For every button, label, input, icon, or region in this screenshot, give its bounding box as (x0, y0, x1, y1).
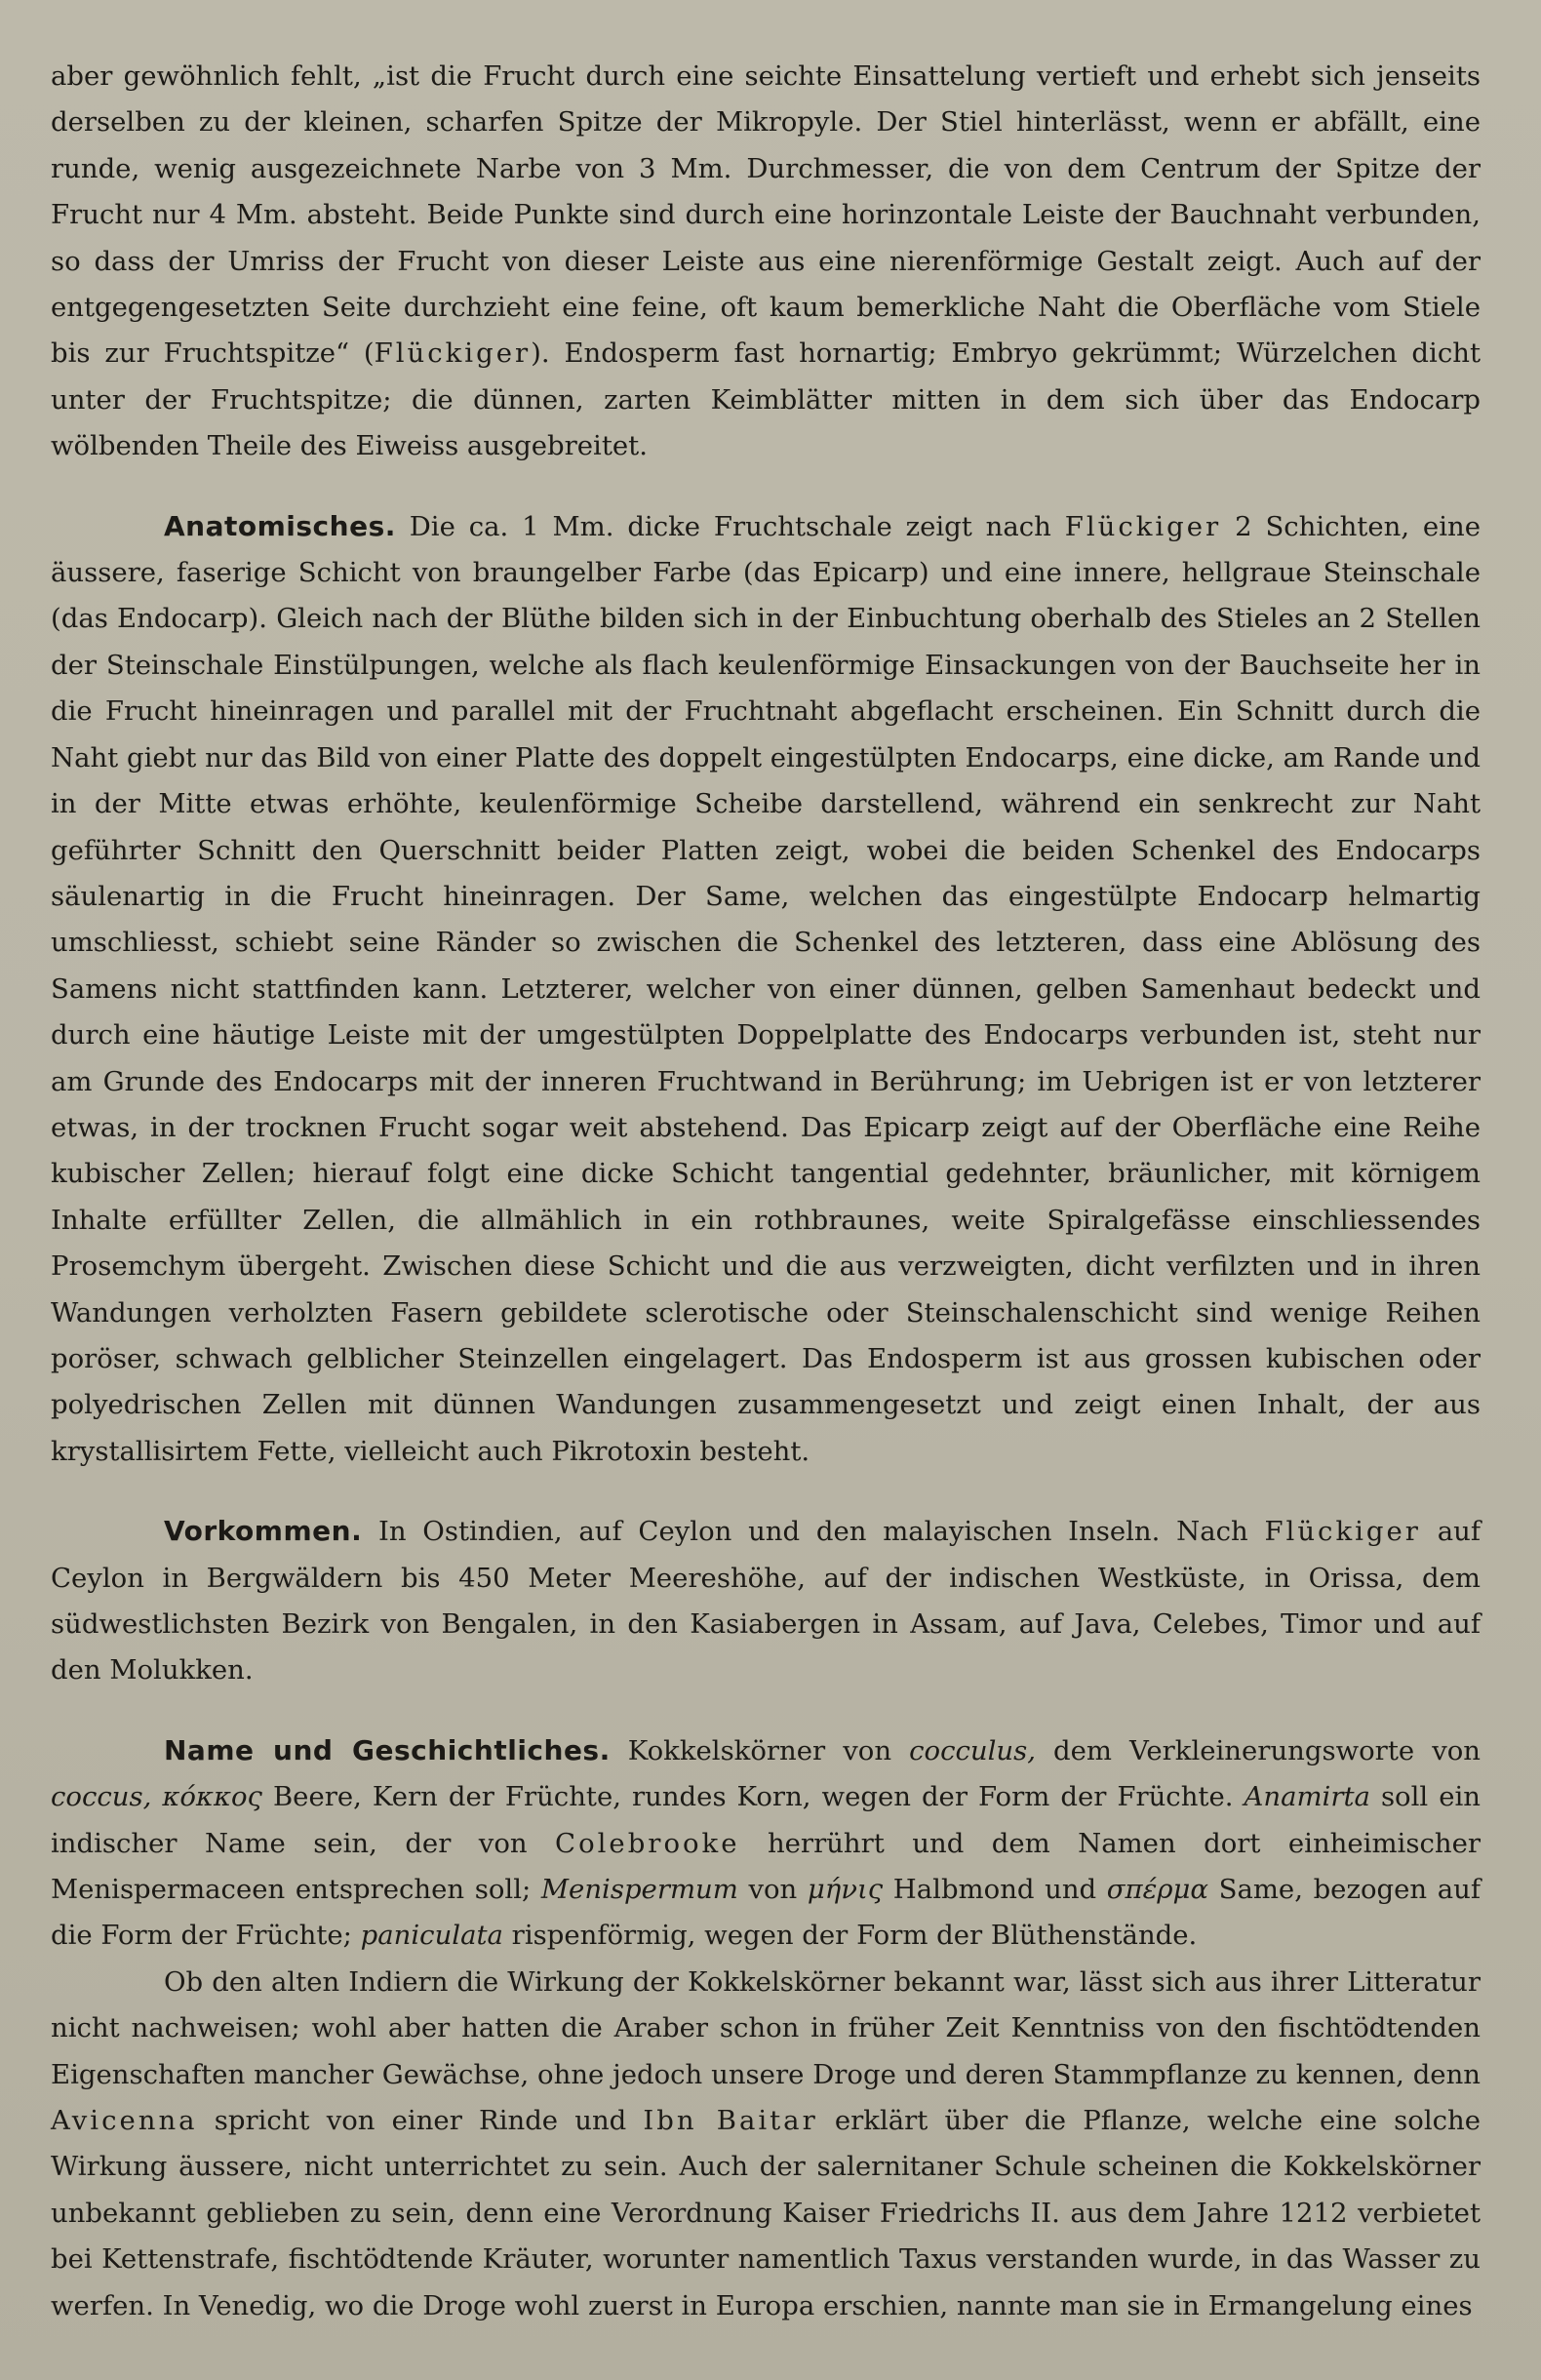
italic-term: σπέρμα (1106, 1874, 1208, 1906)
italic-term: paniculata (360, 1920, 503, 1952)
paragraph-p2 (51, 503, 1481, 1476)
author-name: Flückiger (1064, 510, 1222, 542)
text-run: Beere, Kern der Früchte, rundes Korn, wegen der Form der Früchte. (261, 1781, 1245, 1813)
text-run: Kokkelskörner von (610, 1734, 910, 1766)
author-name: Avicenna (51, 2105, 198, 2137)
text-run: auf Ceylon in Bergwäldern bis 450 Meter Meereshöhe, auf der indischen Westküste, in Orissa, dem südwestlichsten Bezirk von Bengalen, in den Kasiabergen in Assam, auf Java, Celebes, Timor und auf den Molukken. (51, 1516, 1481, 1686)
text-run: Same, bezogen auf die Form der Früchte; (51, 1874, 1481, 1952)
paragraph-p1 (51, 54, 1481, 470)
italic-term: cocculus, (909, 1734, 1036, 1766)
section-heading: Vorkommen. (164, 1515, 363, 1548)
text-run: In Ostindien, auf Ceylon und den malayischen Inseln. Nach (362, 1516, 1265, 1548)
italic-term: μήνις (807, 1874, 884, 1906)
text-run: 2 Schichten, eine äussere, faserige Schicht von braungelber Farbe (das Epicarp) und eine innere, hellgraue Steinschale (das Endocarp). Gleich nach der Blüthe bilden sich in der Einbuchtung oberhalb des Stieles an 2 Stellen der Steinschale Einstülpungen, welche als flach keulenförmige Einsackungen von der Bauchseite her in die Frucht hineinragen und parallel mit der Fruchtnaht abgeflacht erscheinen. Ein Schnitt durch die Naht giebt nur das Bild von einer Platte des doppelt eingestülpten Endocarps, eine dicke, am Rande und in der Mitte etwas erhöhte, keulenförmige Scheibe darstellend, während ein senkrecht zur Naht geführter Schnitt den Querschnitt beider Platten zeigt, wobei die beiden Schenkel des Endocarps säulenartig in die Frucht hineinragen. Der Same, welchen das eingestülpte Endocarp helmartig umschliesst, schiebt seine Ränder so zwischen die Schenkel des letzteren, dass eine Ablösung des Samens nicht stattfinden kann. Letzterer, welcher von einer dünnen, gelben Samenhaut bedeckt und durch eine häutige Leiste mit der umgestülpten Doppelplatte des Endocarps verbunden ist, steht nur am Grunde des Endocarps mit der inneren Fruchtwand in Berührung; im Uebrigen ist er von letzterer etwas, in der trocknen Frucht sogar weit abstehend. Das Epicarp zeigt auf der Oberfläche eine Reihe kubischer Zellen; hierauf folgt eine dicke Schicht tangential gedehnter, bräunlicher, mit körnigem Inhalte erfüllter Zellen, die allmählich in ein rothbraunes, weite Spiralgefässe einschliessendes Prosemchym übergeht. Zwischen diese Schicht und die aus verzweigten, dicht verfilzten und in ihren Wandungen verholzten Fasern gebildete sclerotische oder Steinschalenschicht sind wenige Reihen poröser, schwach gelblicher Steinzellen eingelagert. Das Endosperm ist aus grossen kubischen oder polyedrischen Zellen mit dünnen Wandungen zusammengesetzt und zeigt einen Inhalt, der aus krystallisirtem Fette, vielleicht auch Pikrotoxin besteht. (51, 510, 1481, 1467)
paragraph-p4 (51, 1727, 1481, 1960)
text-run: dem Verkleinerungsworte von (1035, 1734, 1482, 1766)
text-run: erklärt über die Pflanze, welche eine solche Wirkung äussere, nicht unterrichtet zu sein. Auch der salernitaner Schule scheinen die Kokkelskörner unbekannt geblieben zu sein, denn eine Verordnung Kaiser Friedrichs II. aus dem Jahre 1212 verbietet bei Kettenstrafe, fischtödtende Kräuter, worunter namentlich Taxus verstanden wurde, in das Wasser zu werfen. In Venedig, wo die Droge wohl zuerst in Europa erschien, nannte man sie in Ermangelung eines (51, 2105, 1481, 2321)
text-run: rispenförmig, wegen der Form der Blüthenstände. (502, 1920, 1198, 1952)
page-text-body (51, 54, 1481, 2329)
text-run: von (737, 1874, 808, 1906)
paragraph-p5 (51, 1960, 1481, 2329)
author-name: Ibn Baitar (643, 2105, 818, 2137)
text-run: soll ein indischer Name sein, der von (51, 1781, 1481, 1859)
italic-term: Anamirta (1244, 1781, 1370, 1813)
italic-term: Menispermum (540, 1874, 738, 1906)
author-name: Colebrooke (555, 1827, 740, 1859)
text-run: Halbmond und (883, 1874, 1107, 1906)
text-run: spricht von einer Rinde und (197, 2105, 644, 2137)
paragraph-p3 (51, 1508, 1481, 1694)
text-run: ). Endosperm fast hornartig; Embryo gekrümmt; Würzelchen dicht unter der Fruchtspitze; die dünnen, zarten Keimblätter mitten in dem sich über das Endocarp wölbenden Theile des Eiweiss ausgebreitet. (51, 337, 1481, 462)
author-name: Flückiger (374, 337, 532, 370)
text-run: Die ca. 1 Mm. dicke Fruchtschale zeigt nach (395, 510, 1065, 542)
text-run: Ob den alten Indiern die Wirkung der Kokkelskörner bekannt war, lässt sich aus ihrer Litteratur nicht nachweisen; wohl aber hatten die Araber schon in früher Zeit Kenntniss von den fischtödtenden Eigenschaften mancher Gewächse, ohne jedoch unsere Droge und deren Stammpflanze zu kennen, denn (51, 1965, 1481, 2090)
section-heading: Anatomisches. (164, 509, 396, 542)
text-run: herrührt und dem Namen dort einheimischer Menispermaceen entsprechen soll; (51, 1827, 1481, 1906)
section-heading: Name und Geschichtliches. (164, 1733, 611, 1766)
author-name: Flückiger (1264, 1516, 1421, 1548)
text-run: aber gewöhnlich fehlt, „ist die Frucht durch eine seichte Einsattelung vertieft und erhebt sich jenseits derselben zu der kleinen, scharfen Spitze der Mikropyle. Der Stiel hinterlässt, wenn er abfällt, eine runde, wenig ausgezeichnete Narbe von 3 Mm. Durchmesser, die von dem Centrum der Spitze der Frucht nur 4 Mm. absteht. Beide Punkte sind durch eine horinzontale Leiste der Bauchnaht verbunden, so dass der Umriss der Frucht von dieser Leiste aus eine nierenförmige Gestalt zeigt. Auch auf der entgegengesetzten Seite durchzieht eine feine, oft kaum bemerkliche Naht die Oberfläche vom Stiele bis zur Fruchtspitze“ ( (51, 60, 1481, 370)
italic-term: coccus, κόκκος (51, 1781, 262, 1813)
